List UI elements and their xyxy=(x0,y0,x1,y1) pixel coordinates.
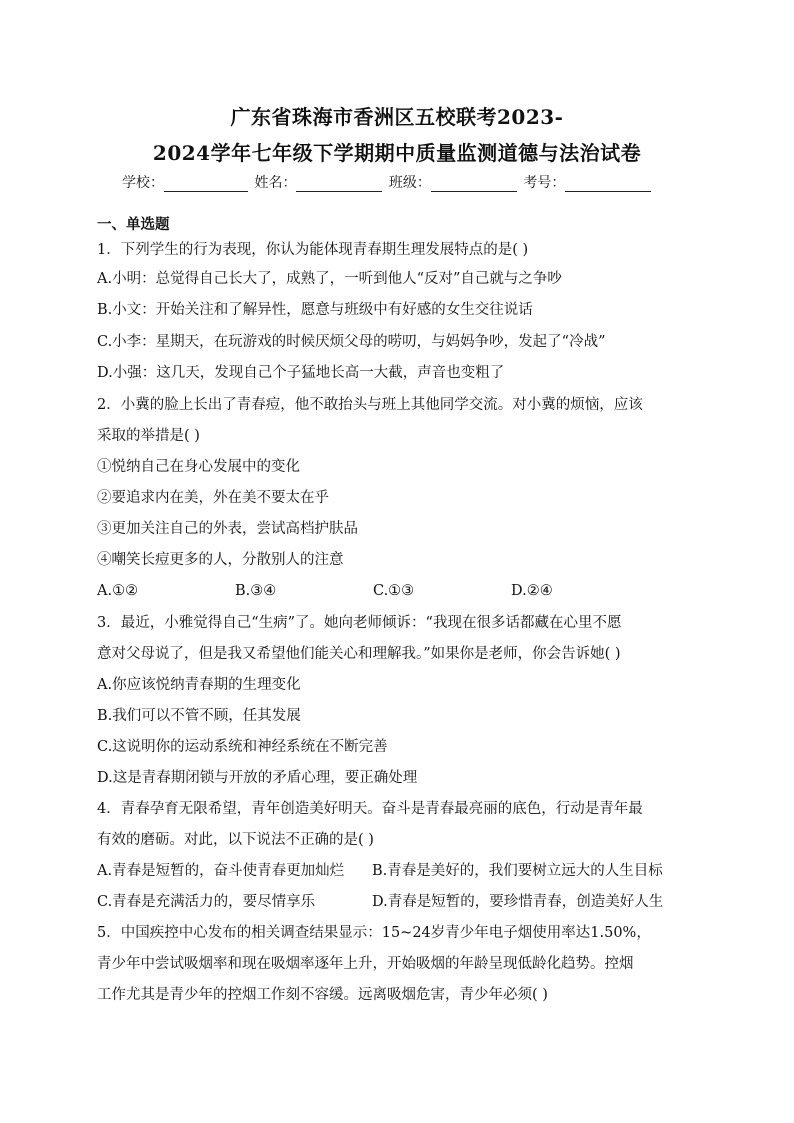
question-2-statement-4: ④嘲笑长痘更多的人，分散别人的注意 xyxy=(97,552,344,568)
section-heading-single-choice: 一、单选题 xyxy=(97,216,170,233)
question-5-stem-line-1: 5．中国疾控中心发布的相关调查结果显示：15~24岁青少年电子烟使用率达1.50%， xyxy=(97,925,651,941)
student-info-row xyxy=(122,172,653,192)
question-2-option-d[interactable]: D.②④ xyxy=(511,583,553,599)
question-4-option-c[interactable]: C.青春是充满活力的，要尽情享乐 xyxy=(97,894,316,910)
question-1-option-a[interactable]: A.小明：总觉得自己长大了，成熟了，一听到他人“反对”自己就与之争吵 xyxy=(97,271,562,287)
exam-number-blank[interactable] xyxy=(565,177,651,192)
question-3-option-c[interactable]: C.这说明你的运动系统和神经系统在不断完善 xyxy=(97,739,388,755)
name-blank[interactable] xyxy=(296,177,382,192)
exam-title-line-1: 广东省珠海市香洲区五校联考2023- xyxy=(230,105,564,129)
question-1-stem: 1．下列学生的行为表现，你认为能体现青春期生理发展特点的是( ) xyxy=(97,242,529,258)
class-label: 班级： xyxy=(388,175,431,191)
question-2-option-b[interactable]: B.③④ xyxy=(235,583,277,599)
exam-number-label: 考号： xyxy=(523,175,566,191)
question-1-option-b[interactable]: B.小文：开始关注和了解异性，愿意与班级中有好感的女生交往说话 xyxy=(97,302,533,318)
question-2-statement-1: ①悦纳自己在身心发展中的变化 xyxy=(97,459,300,475)
question-3-stem-line-2: 意对父母说了，但是我又希望他们能关心和理解我。”如果你是老师，你会告诉她( ) xyxy=(97,646,621,662)
question-3-option-a[interactable]: A.你应该悦纳青春期的生理变化 xyxy=(97,677,301,693)
question-4-option-b[interactable]: B.青春是美好的，我们要树立远大的人生目标 xyxy=(372,863,663,879)
question-5-stem-line-3: 工作尤其是青少年的控烟工作刻不容缓。远离吸烟危害，青少年必须( ) xyxy=(97,987,548,1003)
question-3-stem-line-1: 3．最近，小雅觉得自己“生病”了。她向老师倾诉：“我现在很多话都藏在心里不愿 xyxy=(97,615,622,631)
school-blank[interactable] xyxy=(164,177,248,192)
question-3-option-b[interactable]: B.我们可以不管不顾，任其发展 xyxy=(97,708,301,724)
question-4-option-a[interactable]: A.青春是短暂的，奋斗使青春更加灿烂 xyxy=(97,863,345,879)
question-4-stem-line-1: 4．青春孕育无限希望，青年创造美好明天。奋斗是青春最亮丽的底色，行动是青年最 xyxy=(97,801,643,817)
question-4-option-d[interactable]: D.青春是短暂的，要珍惜青春，创造美好人生 xyxy=(372,894,664,910)
question-2-stem-line-1: 2．小冀的脸上长出了青春痘，他不敢抬头与班上其他同学交流。对小冀的烦恼，应该 xyxy=(97,397,643,413)
question-2-statement-3: ③更加关注自己的外表，尝试高档护肤品 xyxy=(97,521,358,537)
exam-title-line-2: 2024学年七年级下学期期中质量监测道德与法治试卷 xyxy=(152,141,642,165)
question-2-option-a[interactable]: A.①② xyxy=(97,583,139,599)
question-1-option-d[interactable]: D.小强：这几天，发现自己个子猛地长高一大截，声音也变粗了 xyxy=(97,365,505,381)
name-label: 姓名： xyxy=(254,175,297,191)
school-label: 学校： xyxy=(122,175,164,191)
question-2-option-c[interactable]: C.①③ xyxy=(373,583,415,599)
question-1-option-c[interactable]: C.小李：星期天，在玩游戏的时候厌烦父母的唠叨，与妈妈争吵，发起了“冷战” xyxy=(97,334,606,350)
question-3-option-d[interactable]: D.这是青春期闭锁与开放的矛盾心理，要正确处理 xyxy=(97,770,418,786)
question-4-stem-line-2: 有效的磨砺。对此，以下说法不正确的是( ) xyxy=(97,832,374,848)
question-5-stem-line-2: 青少年中尝试吸烟率和现在吸烟率逐年上升，开始吸烟的年龄呈现低龄化趋势。控烟 xyxy=(97,956,634,972)
question-2-statement-2: ②要追求内在美，外在美不要太在乎 xyxy=(97,490,329,506)
class-blank[interactable] xyxy=(431,177,517,192)
question-2-stem-line-2: 采取的举措是( ) xyxy=(97,428,200,444)
